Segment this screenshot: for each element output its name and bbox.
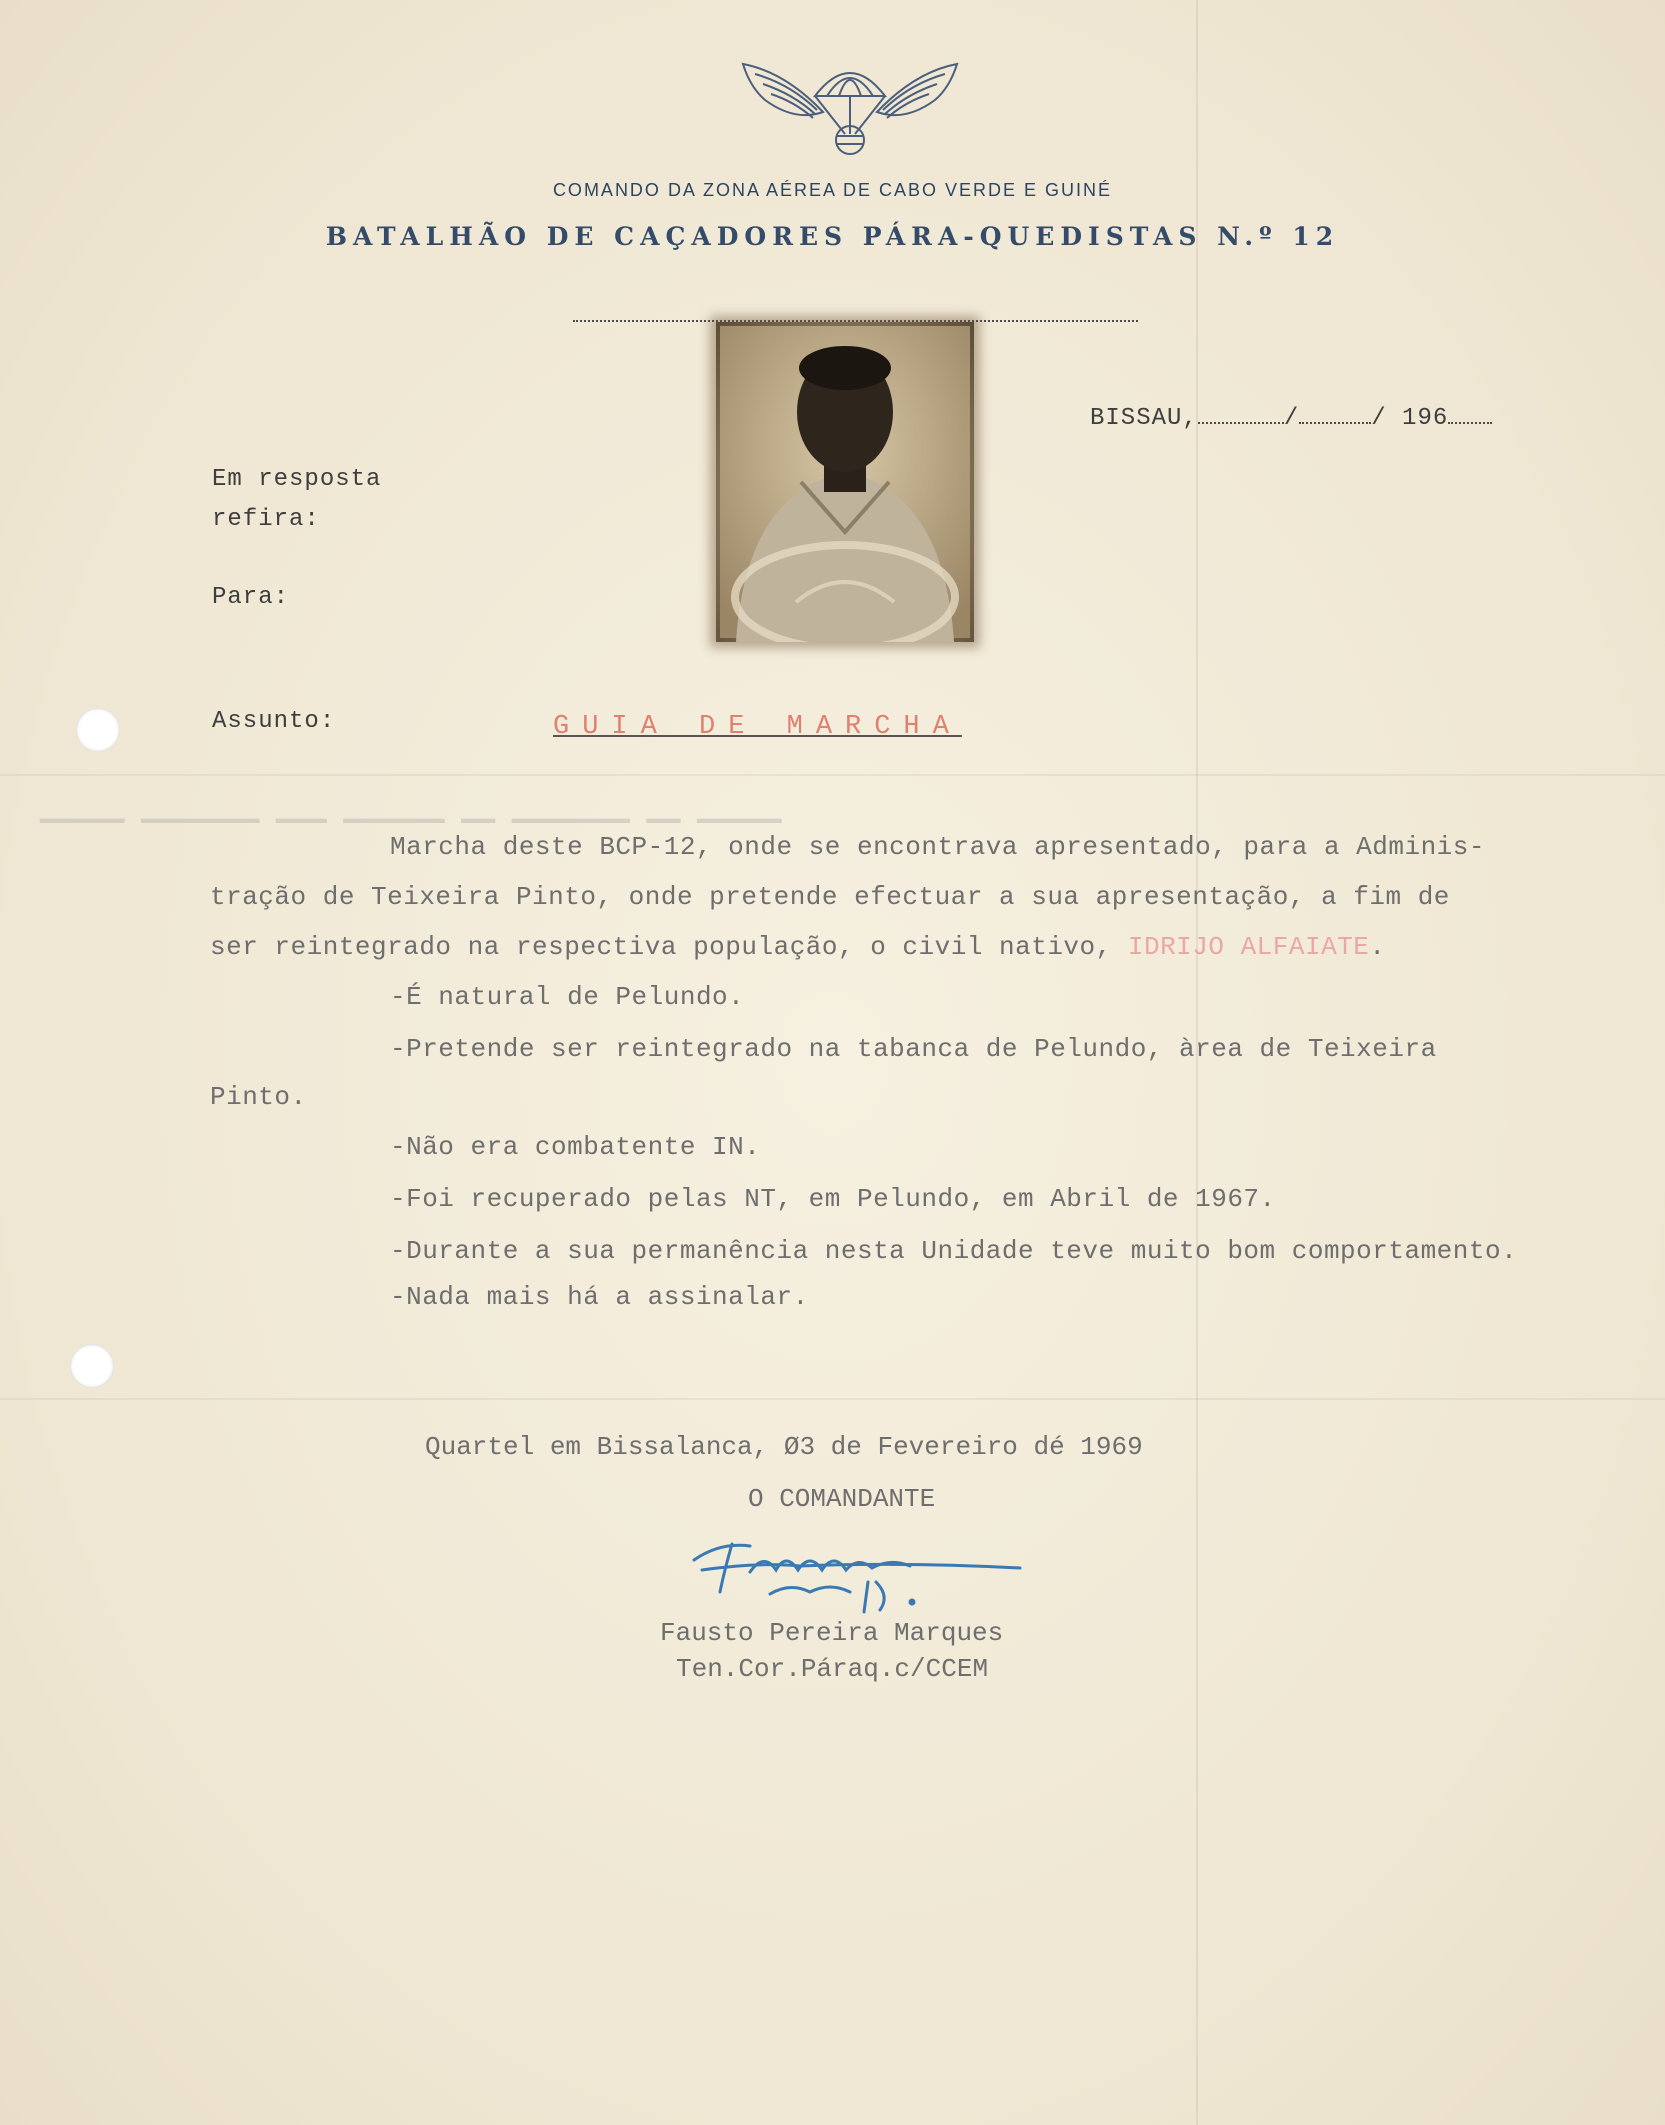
commander-title: O COMANDANTE — [748, 1484, 936, 1514]
commander-name: Fausto Pereira Marques — [660, 1618, 1004, 1648]
body-line-3-end: . — [1369, 932, 1386, 962]
civilian-name: IDRIJO ALFAIATE — [1127, 932, 1370, 962]
subject-title: GUIA DE MARCHA — [553, 712, 962, 742]
place-city: BISSAU, — [1090, 405, 1198, 432]
item-reintegration-line-1: -Pretende ser reintegrado na tabanca de Pelundo, àrea de Teixeira — [390, 1034, 1437, 1064]
closing-place-date: Quartel em Bissalanca, Ø3 de Fevereiro dé 1969 — [425, 1432, 1143, 1462]
date-separator-1: / — [1283, 405, 1300, 432]
recipient-label: Para: — [212, 584, 290, 611]
punch-hole-bottom — [70, 1344, 114, 1388]
bleed-through-text: ▁▁▁▁▁ ▁▁ ▁▁▁▁▁▁▁ ▁▁ ▁▁▁▁▁▁ ▁▁▁ ▁▁▁▁▁▁▁ ▁▁▁▁▁ — [40, 794, 782, 825]
punch-hole-top — [76, 708, 120, 752]
id-photo — [716, 322, 974, 642]
command-heading: COMANDO DA ZONA AÉREA DE CABO VERDE E GUINÉ — [552, 180, 1113, 200]
item-behaviour: -Durante a sua permanência nesta Unidade teve muito bom comportamento. — [390, 1236, 1518, 1266]
fold-line-horizontal-2 — [0, 1398, 1665, 1400]
item-birthplace: -É natural de Pelundo. — [390, 982, 745, 1012]
place-date-line — [1090, 405, 1492, 432]
parachute-wings-emblem-icon — [735, 52, 965, 160]
item-recovered: -Foi recuperado pelas NT, em Pelundo, em Abril de 1967. — [390, 1184, 1276, 1214]
reply-reference-label-1: Em resposta — [212, 466, 382, 493]
body-line-1: Marcha deste BCP-12, onde se encontrava apresentado, para a Adminis- — [390, 832, 1485, 862]
day-blank — [1198, 422, 1284, 424]
battalion-heading: BATALHÃO DE CAÇADORES PÁRA-QUEDISTAS N.º 12 — [325, 222, 1340, 251]
commander-rank: Ten.Cor.Páraq.c/CCEM — [676, 1654, 989, 1684]
subject-label: Assunto: — [212, 708, 336, 735]
fold-line-horizontal-1 — [0, 774, 1665, 776]
item-combatant: -Não era combatente IN. — [390, 1132, 761, 1162]
year-blank — [1448, 422, 1492, 424]
item-nothing-more: -Nada mais há a assinalar. — [390, 1282, 809, 1312]
reply-reference-label-2: refira: — [212, 506, 320, 533]
date-separator-2: / 196 — [1371, 405, 1449, 432]
body-line-3-text: ser reintegrado na respectiva população, o civil nativo, — [210, 932, 1128, 962]
month-blank — [1299, 422, 1371, 424]
item-reintegration-line-2: Pinto. — [210, 1082, 307, 1112]
body-line-2: tração de Teixeira Pinto, onde pretende efectuar a sua apresentação, a fim de — [210, 882, 1450, 912]
body-line-3 — [210, 932, 1386, 962]
commander-signature-icon — [680, 1522, 1030, 1622]
